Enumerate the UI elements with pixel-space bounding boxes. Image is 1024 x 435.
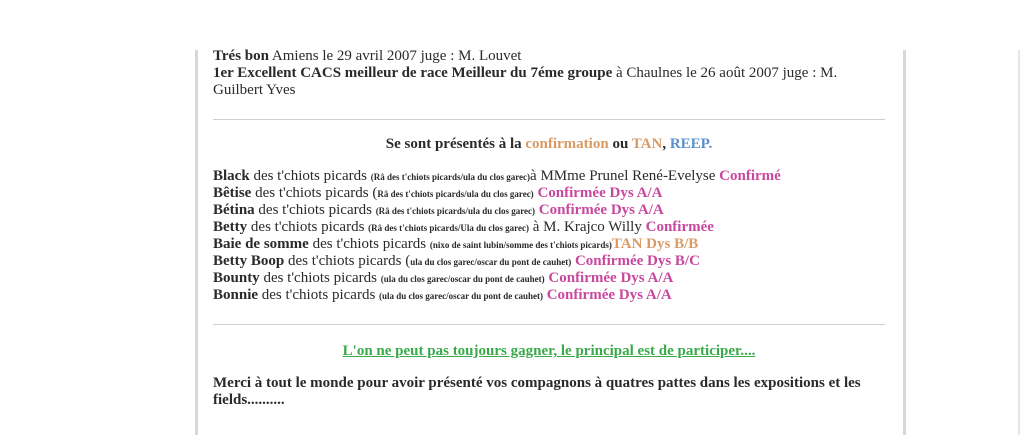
dog-parents: (nixo de saint lubin/somme des t'chiots picards) bbox=[429, 240, 612, 250]
dog-status: Confirmée Dys A/A bbox=[537, 185, 663, 201]
dog-name: Black bbox=[213, 168, 250, 184]
list-item bbox=[213, 168, 885, 185]
motto-line bbox=[213, 343, 885, 360]
dog-status: Confirmée bbox=[645, 219, 714, 235]
thanks-text: Merci à tout le monde pour avoir présenté vos compagnons à quatres pattes dans les expositions et les fields.......... bbox=[213, 375, 861, 408]
dog-status: Confirmée Dys A/A bbox=[546, 287, 672, 303]
dog-status: Confirmée Dys A/A bbox=[538, 202, 664, 218]
dog-status: TAN Dys B/B bbox=[611, 236, 699, 252]
dog-name: Bêtise bbox=[213, 185, 252, 201]
list-item bbox=[213, 287, 885, 304]
dog-status: Confirmée Dys A/A bbox=[548, 270, 674, 286]
dog-parents: (ula du clos garec/oscar du pont de cauhet) bbox=[380, 274, 545, 284]
confirmation-heading bbox=[213, 136, 885, 153]
dog-name: Baie de somme bbox=[213, 236, 309, 252]
list-item bbox=[213, 202, 885, 219]
list-item bbox=[213, 253, 885, 270]
dog-name: Betty bbox=[213, 219, 248, 235]
list-item bbox=[213, 219, 885, 236]
dog-owner: à MMme Prunel René-Evelyse bbox=[530, 168, 720, 184]
dog-parents: Râ des t'chiots picards/ula du clos garec) bbox=[377, 189, 534, 199]
motto-text: L'on ne peut pas toujours gagner, le principal est de participer.... bbox=[342, 343, 756, 359]
confirmation-comma: , bbox=[662, 136, 670, 152]
dog-name: Bounty bbox=[213, 270, 260, 286]
dog-kennel: des t'chiots picards bbox=[247, 219, 369, 235]
dog-status: Confirmé bbox=[719, 168, 781, 184]
page-edge-left bbox=[195, 50, 198, 435]
dog-kennel: des t'chiots picards ( bbox=[251, 185, 378, 201]
dog-parents: (Râ des t'chiots picards/Ula du clos garec) bbox=[368, 223, 529, 233]
result-1-grade: Trés bon bbox=[213, 48, 269, 64]
list-item bbox=[213, 270, 885, 287]
result-1-details: Amiens le 29 avril 2007 juge : M. Louvet bbox=[268, 48, 522, 64]
divider-1 bbox=[213, 119, 885, 120]
confirmation-middle: ou bbox=[608, 136, 632, 152]
dog-name: Bonnie bbox=[213, 287, 259, 303]
confirmation-prefix: Se sont présentés à la bbox=[385, 136, 526, 152]
dog-name: Betty Boop bbox=[213, 253, 285, 269]
result-2-grade: 1er Excellent CACS meilleur de race Meilleur du 7éme groupe bbox=[213, 65, 613, 81]
tan-word: TAN bbox=[631, 136, 663, 152]
page-edge-far-right bbox=[1018, 50, 1020, 435]
dog-parents: (Râ des t'chiots picards/ula du clos garec) bbox=[375, 206, 536, 216]
list-item bbox=[213, 185, 885, 202]
dog-parents: ula du clos garec/oscar du pont de cauhet) bbox=[410, 257, 572, 267]
dog-parents: (ula du clos garec/oscar du pont de cauhet) bbox=[379, 291, 543, 301]
document-body bbox=[213, 48, 885, 99]
dog-name: Bétina bbox=[213, 202, 255, 218]
reep-word: REEP. bbox=[669, 136, 713, 152]
dog-status: Confirmée Dys B/C bbox=[574, 253, 700, 269]
dog-list bbox=[213, 168, 885, 304]
list-item bbox=[213, 236, 885, 253]
result-line-2 bbox=[213, 65, 885, 99]
dog-kennel: des t'chiots picards bbox=[254, 202, 376, 218]
dog-kennel: des t'chiots picards bbox=[258, 287, 380, 303]
dog-kennel: des t'chiots picards bbox=[308, 236, 430, 252]
results-block bbox=[213, 48, 885, 99]
dog-kennel: des t'chiots picards bbox=[249, 168, 371, 184]
dog-parents: (Râ des t'chiots picards/ula du clos garec) bbox=[370, 172, 531, 182]
dog-kennel: des t'chiots picards ( bbox=[284, 253, 411, 269]
result-line-1 bbox=[213, 48, 885, 65]
dog-kennel: des t'chiots picards bbox=[259, 270, 381, 286]
page-edge-right bbox=[903, 50, 906, 435]
divider-2 bbox=[213, 324, 885, 325]
result-2-details: à Chaulnes le 26 août 2007 juge : M. Guilbert Yves bbox=[213, 65, 838, 98]
confirmation-word: confirmation bbox=[525, 136, 609, 152]
dog-owner: à M. Krajco Willy bbox=[529, 219, 646, 235]
thanks-paragraph bbox=[213, 375, 885, 409]
